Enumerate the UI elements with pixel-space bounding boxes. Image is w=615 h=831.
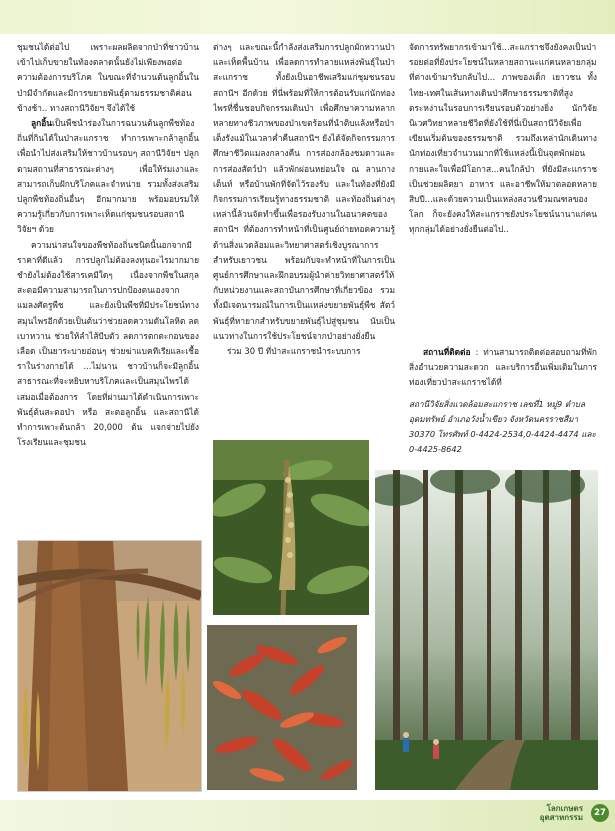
page-number: 27 [591,804,609,822]
contact-info [409,345,597,457]
contact-text: : ท่านสามารถติดต่อสอบถามที่พัก สิ่งอำนวยความสะดวก และบริการอื่นเพิ่มเติมในการท่องเที่ยวป่าสะแกราชได้ที่ [409,347,597,388]
contact-lead [409,345,597,391]
logo-line-2: อุตสาหกรรม [539,813,583,822]
photo-tree-pods [17,540,202,792]
article-column-3 [409,40,597,340]
paragraph: จัดการทรัพยากรเข้ามาใช้...สะแกราชจึงยังคงเป็นป่ารอยต่อที่ยังประโยชน์ในหลายสถานะแก่คนหลายกลุ่มที่ต่างเข้ามารับกลับไป... ภาพของเด็ก เยาวชน ทั้งไทย-เทศในเส้นทางเดินป่าศึกษาธรรมชาติที่สูงตระหง่านในรอบการเรียนรอบตัวอย่างยิ่ง นักวิจัยนิเวศวิทยาหลายชีวิตที่ยังใช้ที่นี่เป็นสถานีวิจัยเพื่อเขียนเริ่มต้นของธรรมชาติ รวมถึงเหล่านักเดินทาง นักท่องเที่ยวจำนวนมากที่ใช้แหล่งนี้เป็นจุดพักผ่อนกายและใจเพื่อมีโอกาส...คนใกล้ป่า ที่ยังมีสะแกราชเป็นช่วยผลิตยา อาหาร และอาชีพให้มาตลอดหลายสิบปี...และด้วยความเป็นแหล่งสงวนชีวมณฑลของโลก ก็จะยังคงให้สะแกราชยังประโยชน์นานาแก่คนทุกกลุ่มได้อย่างยั่งยืนต่อไป.. [409,42,597,235]
article-column-2 [213,40,395,435]
logo-line-1: โลกเกษตร [546,804,583,813]
highlight-term: ลูกอิ้น [31,118,52,129]
photo-forest-trail [375,470,598,790]
page-footer [0,800,615,831]
header-band [0,0,615,34]
paragraph: ชุมชนได้ต่อไป เพราะผลผลิตจากป่าที่ชาวบ้านเข้าไปเก็บขายในท้องตลาดนั้นยังไม่เพียงพอต่อความต้องการบริโภค ในขณะที่จำนวนต้นลูกอิ้นในป่ามีจำกัดและมีการขยายพันธุ์ตามธรรมชาติค่อนข้างช้า.. ทางสถานีวิจัยฯ จึงได้ใช้ [17,42,199,113]
paragraph [17,116,199,238]
contact-address: สถานีวิจัยสิ่งแวดล้อมสะแกราช เลขที่1 หมู่9 ตำบลอุดมทรัพย์ อำเภอวังน้ำเขียว จังหวัดนครราชสีมา 30370 โทรศัพท์ 0-4424-2534,0-4424-4474 และ 0-4425-8642 [409,398,596,454]
contact-label: สถานที่ติดต่อ [423,347,471,357]
paragraph: ต่างๆ และขณะนี้กำลังส่งเสริมการปลูกผักหวานป่าและเห็ดพื้นบ้าน เพื่อลดการทำลายแหล่งพันธุ์ในป่าสะแกราช ทั้งยังเป็นอาชีพเสริมแก่ชุมชนรอบสถานีฯ อีกด้วย ที่นี่พร้อมที่ให้การต้อนรับแก่นักท่องไพรที่ชื่นชอบกิจกรรมเดินป่า เพื่อศึกษาความหลากหลายทางชีวภาพของป่าเขตร้อนที่นำติบแล้งหรือป่าเต็งรังแม้ในเวลาค่ำคืนสถานีฯ ยังได้จัดกิจกรรมการศึกษาชีวิตแมลงกลางคืน การส่องกล้องชมดาวและการส่องสัตว์ป่า แล้วพักผ่อนหย่อนใจ ณ ลานกางเต็นท์ หรือบ้านพักที่จัดไว้รองรับ และในท้องที่ยังมีกิจกรรมการเรียนรู้ทางธรรมชาติ และท้องถิ่นต่างๆ เหล่านี้ล้วนจัดทำขึ้นเพื่อรองรับงานในอนาคตของสถานีฯ ที่ต้องการทำหน้าที่เป็นศูนย์ถ่ายทอดความรู้ด้านสิ่งแวดล้อมและวิทยาศาสตร์เชิงบูรณาการสำหรับเยาวชน พร้อมกับจะทำหน้าที่ในการเป็นศูนย์การศึกษาและฝึกอบรมผู้นำค่ายวิทยาศาสตร์ให้กับหน่วยงานและสถาบันการศึกษาที่เกี่ยวข้อง รวมทั้งมีเจตนารมณ์ในการเป็นแหล่งขยายพันธุ์พืช สัตว์พันธุ์ที่หายากสำหรับขยายพันธุ์ไปสู่ชุมชน นับเป็นแนวทางในการใช้ประโยชน์จากป่าอย่างยั่งยืน [213,42,395,341]
photo-red-leaves [205,623,359,792]
article-column-1 [17,40,199,535]
magazine-logo [540,804,583,822]
photo-plant-flower [213,440,369,615]
paragraph: ความน่าสนใจของพืชท้องถิ่นชนิดนี้นอกจากมีราคาที่ดีแล้ว การปลูกไม่ต้องลงทุนอะไรมากมาย ชำยังไม่ต้องใช้สารเคมีใดๆ เนื่องจากพืชในสกุลสะตอมีความสามารถในการปกป้องตนเองจากแมลงศัตรูพืช และยังเป็นพืชที่มีประโยชน์ทางสมุนไพรอีกด้วยเป็นต้นว่าช่วยลดความดันโลหิต ลดเบาหวาน ช่วยให้ลำไส้บีบตัว ลดการตกตะกอนของเลือด เป็นยาระบายอ่อนๆ ช่วยฆ่าแบคทีเรียและเชื้อราในร่างกายได้ ...ไม่นาน ชาวบ้านก็จะมีลูกอิ้นสาธารณะที่จะหยิบหาบริโภคและเป็นสมุนไพรได้เสมอเมื่อต้องการ โดยที่ผ่านมาได้ดำเนินการเพาะพันธุ์ต้นสะตอป่า หรือ สะตอลูกอิ้น และสถานีได้ทำการเพาะต้นกล้า 20,000 ต้น แจกจ่ายไปยังโรงเรียนและชุมชน [17,239,199,448]
paragraph-text: เป็นพืชนำร่องในการฉนวนต้นลูกพืชท้องถิ่นที่กินได้ในป่าสะแกราช ทำการเพาะกล้าลูกอิ้นเพื่อนำไปส่งเสริมให้ชาวบ้านรอบๆ สถานีวิจัยฯ ปลูกตามสถานที่สาธารณะต่างๆ เพื่อให้ร่มเงาและสามารถเก็บฝักบริโภคและจำหน่าย รวมทั้งส่งเสริมปลูกพืชท้องถิ่นอื่นๆ อีกมากมาย พร้อมอบรมให้ความรู้เกี่ยวกับการเพาะเห็ดแก่ชุมชนรอบสถานีวิจัยฯ ด้วย [17,118,199,235]
paragraph: ร่วม 30 ปี ที่ป่าสะแกราชนำระบบการ [227,346,361,357]
